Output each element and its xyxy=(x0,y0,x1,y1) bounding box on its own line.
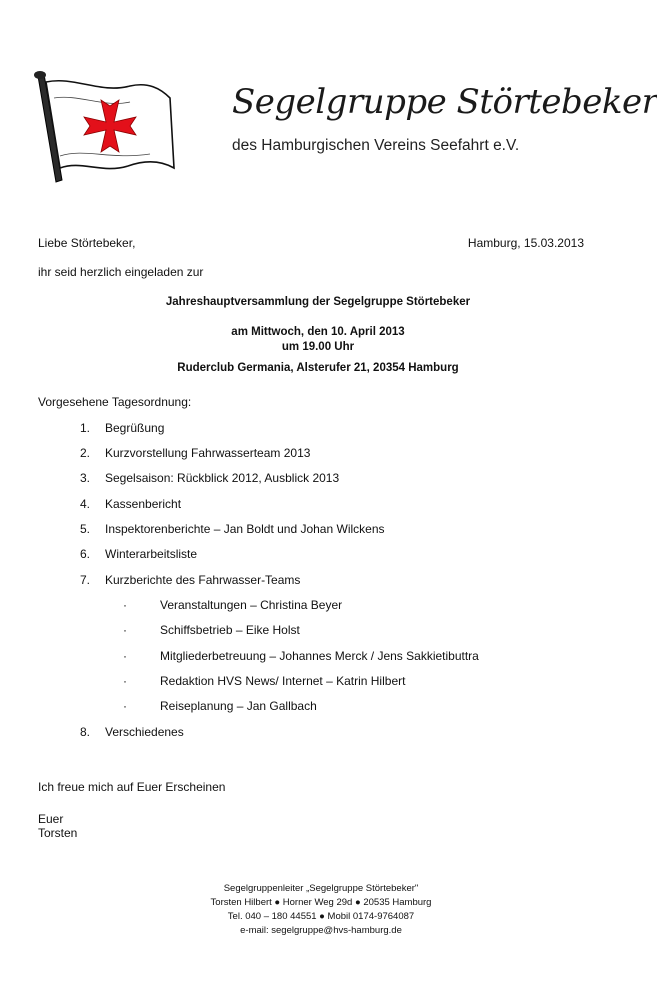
event-title: Jahreshauptversammlung der Segelgruppe Störtebeker xyxy=(165,296,471,308)
agenda-number: 7. xyxy=(80,573,91,587)
footer-line-email: e-mail: segelgruppe@hvs-hamburg.de xyxy=(240,925,402,936)
agenda-number: 6. xyxy=(80,547,91,561)
agenda-number: 4. xyxy=(80,497,91,511)
agenda-item: Inspektorenberichte – Jan Boldt und Johan Wilckens xyxy=(105,522,385,536)
event-location: Ruderclub Germania, Alsterufer 21, 20354 Hamburg xyxy=(177,362,459,374)
agenda-title: Vorgesehene Tagesordnung: xyxy=(38,395,192,409)
club-subtitle: des Hamburgischen Vereins Seefahrt e.V. xyxy=(232,137,520,154)
agenda-item: Begrüßung xyxy=(105,421,165,435)
event-date: am Mittwoch, den 10. April 2013 xyxy=(231,326,405,338)
sub-item: Reiseplanung – Jan Gallbach xyxy=(160,699,317,713)
sub-bullet: · xyxy=(123,699,127,713)
agenda-item: Kassenbericht xyxy=(105,497,182,511)
invite-text: ihr seid herzlich eingeladen zur xyxy=(38,265,204,279)
sub-item: Redaktion HVS News/ Internet – Katrin Hilbert xyxy=(160,674,406,688)
agenda-number: 1. xyxy=(80,421,91,435)
date-line: Hamburg, 15.03.2013 xyxy=(467,236,584,250)
sub-item: Mitgliederbetreuung – Johannes Merck / Jens Sakkietibuttra xyxy=(160,649,479,663)
footer-line-address: Torsten Hilbert ● Horner Weg 29d ● 20535 Hamburg xyxy=(210,897,432,908)
sub-item: Schiffsbetrieb – Eike Holst xyxy=(160,623,300,637)
signature-name: Torsten xyxy=(38,826,78,840)
agenda-number: 3. xyxy=(80,471,91,485)
agenda-number: 2. xyxy=(80,446,91,460)
footer-line-role: Segelgruppenleiter „Segelgruppe Störtebeker" xyxy=(223,883,419,894)
agenda-number: 5. xyxy=(80,522,91,536)
agenda-item: Verschiedenes xyxy=(105,725,184,739)
sub-bullet: · xyxy=(123,623,127,637)
signoff: Euer xyxy=(38,812,64,826)
agenda-item: Kurzberichte des Fahrwasser-Teams xyxy=(105,573,301,587)
agenda-number: 8. xyxy=(80,725,91,739)
event-time: um 19.00 Uhr xyxy=(281,341,355,353)
sub-bullet: · xyxy=(123,598,127,612)
closing-text: Ich freue mich auf Euer Erscheinen xyxy=(38,780,226,794)
footer-line-phone: Tel. 040 – 180 44551 ● Mobil 0174-9764087 xyxy=(227,911,415,922)
sub-bullet: · xyxy=(123,649,127,663)
agenda-item: Winterarbeitsliste xyxy=(105,547,198,561)
greeting: Liebe Störtebeker, xyxy=(38,236,136,250)
flag-cross-icon xyxy=(30,68,178,184)
agenda-item: Kurzvorstellung Fahrwasserteam 2013 xyxy=(105,446,311,460)
sub-bullet: · xyxy=(123,674,127,688)
agenda-item: Segelsaison: Rückblick 2012, Ausblick 2013 xyxy=(105,471,340,485)
club-title: Segelgruppe Störtebeker xyxy=(232,82,657,122)
sub-item: Veranstaltungen – Christina Beyer xyxy=(160,598,343,612)
